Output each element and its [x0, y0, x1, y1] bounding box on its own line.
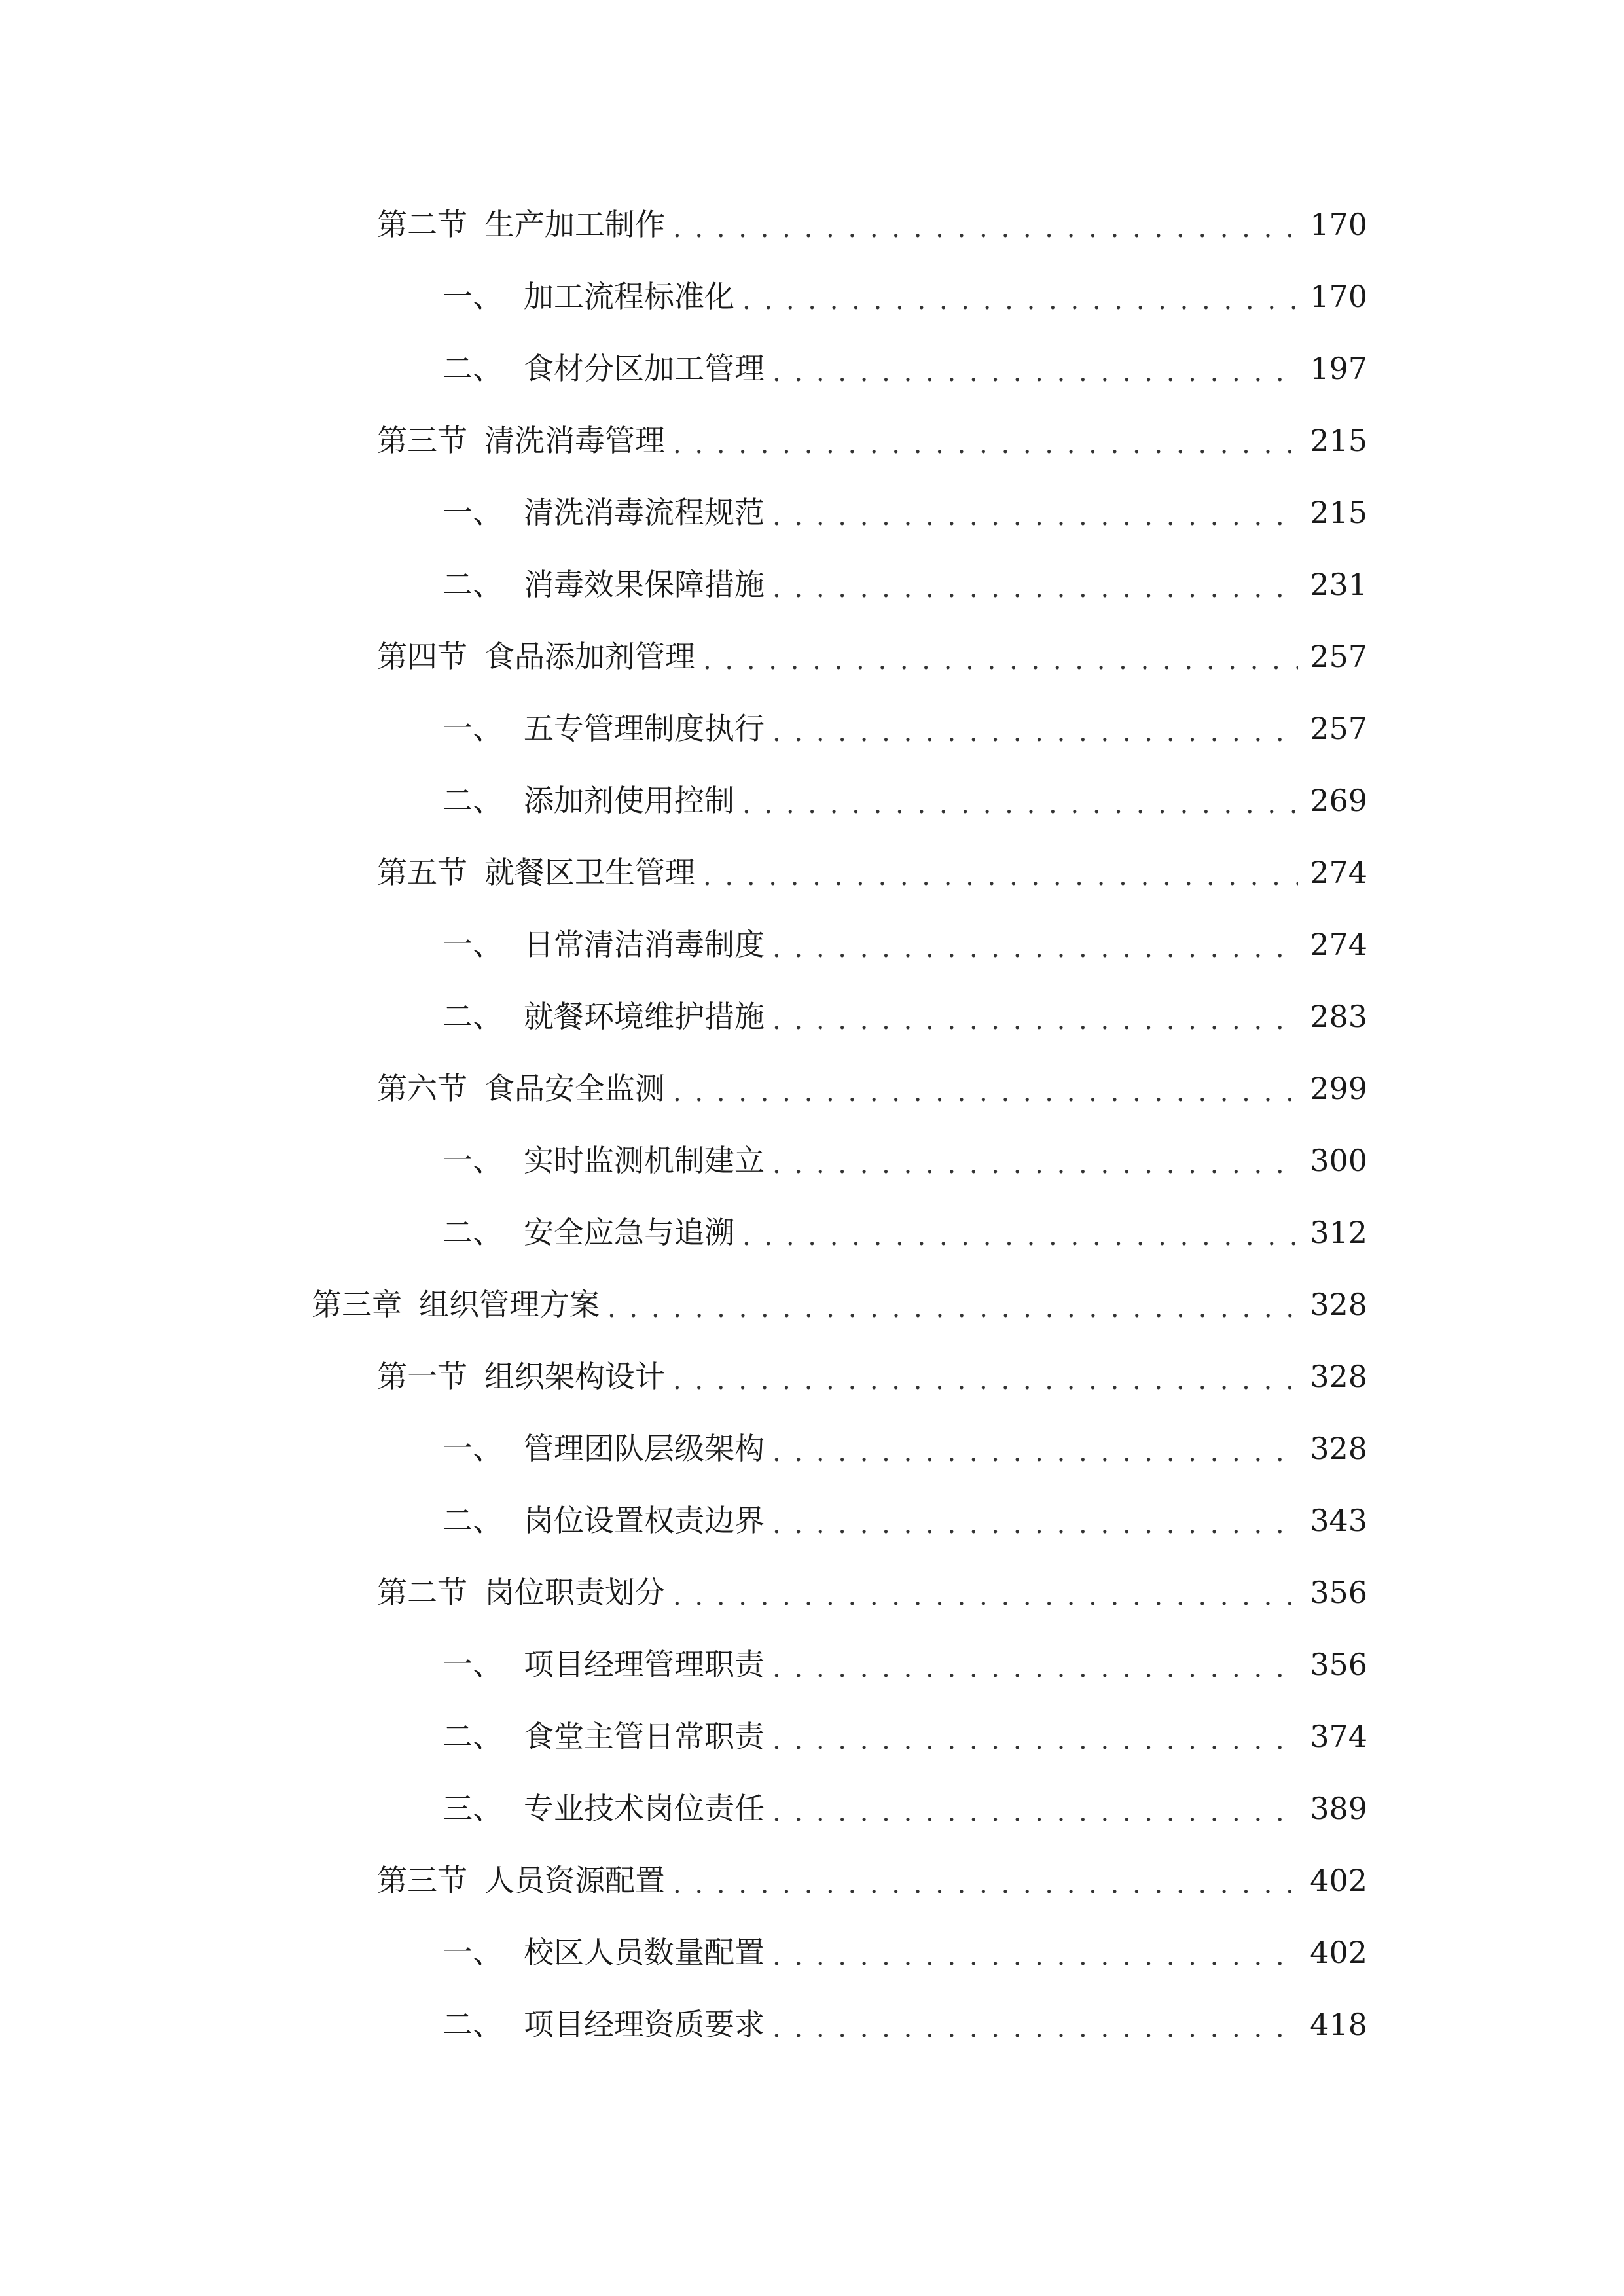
toc-entry-title: 添加剂使用控制 — [524, 783, 734, 818]
toc-entry-title: 就餐区卫生管理 — [484, 855, 695, 890]
toc-entry-title: 人员资源配置 — [484, 1863, 665, 1898]
toc-dot-leader — [703, 857, 1298, 888]
toc-entry-label — [312, 1287, 600, 1322]
toc-entry-number: 二、 — [442, 1215, 503, 1250]
toc-page-number: 170 — [1310, 279, 1367, 314]
toc-entry[interactable] — [0, 1628, 1624, 1700]
toc-entry[interactable] — [0, 692, 1624, 764]
toc-entry-label — [442, 1647, 765, 1682]
toc-page-number: 269 — [1310, 783, 1367, 818]
toc-entry-label — [377, 641, 695, 672]
toc-entry-number: 一、 — [442, 1143, 503, 1178]
toc-entry[interactable] — [0, 1556, 1624, 1628]
toc-dot-leader — [742, 1217, 1298, 1247]
toc-dot-leader — [772, 2009, 1298, 2039]
toc-entry-number: 第四节 — [377, 639, 467, 674]
toc-dot-leader — [673, 1361, 1298, 1391]
toc-entry[interactable] — [0, 1700, 1624, 1772]
toc-entry-label — [377, 209, 665, 240]
toc-entry-label — [442, 2007, 765, 2042]
toc-dot-leader — [772, 713, 1298, 744]
toc-page-number: 231 — [1310, 567, 1367, 602]
toc-page-number: 402 — [1310, 1935, 1367, 1970]
toc-dot-leader — [772, 1649, 1298, 1679]
toc-page-number: 299 — [1310, 1071, 1367, 1106]
toc-page-number: 170 — [1310, 207, 1367, 242]
toc-entry-number: 一、 — [442, 1935, 503, 1970]
toc-entry-title: 食堂主管日常职责 — [524, 1719, 765, 1754]
toc-page-number: 283 — [1310, 999, 1367, 1034]
toc-entry-number: 第一节 — [377, 1359, 467, 1394]
toc-page-number: 257 — [1310, 711, 1367, 746]
toc-page-number: 300 — [1310, 1143, 1367, 1178]
toc-page-number: 418 — [1310, 2007, 1367, 2042]
toc-entry-number: 第二节 — [377, 1575, 467, 1610]
toc-entry-title: 组织管理方案 — [419, 1287, 600, 1322]
toc-page-number: 328 — [1310, 1359, 1367, 1394]
toc-entry-title: 岗位职责划分 — [484, 1575, 665, 1610]
toc-dot-leader — [742, 281, 1298, 312]
toc-entry-label — [442, 569, 765, 600]
toc-entry-label — [442, 929, 765, 960]
toc-entry-label — [442, 1215, 734, 1250]
toc-entry-title: 项目经理资质要求 — [524, 2007, 765, 2042]
toc-page-number: 402 — [1310, 1863, 1367, 1898]
toc-entry-label — [442, 1935, 765, 1970]
toc-entry-title: 清洗消毒管理 — [484, 423, 665, 458]
toc-entry[interactable] — [0, 188, 1624, 260]
toc-entry-title: 实时监测机制建立 — [524, 1143, 765, 1178]
toc-entry-number: 一、 — [442, 279, 503, 314]
toc-entry-title: 五专管理制度执行 — [524, 711, 765, 746]
toc-entry[interactable] — [0, 1916, 1624, 1988]
toc-dot-leader — [772, 1793, 1298, 1823]
toc-entry-number: 第三章 — [312, 1287, 402, 1322]
table-of-contents — [0, 188, 1624, 2060]
toc-page-number: 274 — [1310, 927, 1367, 962]
toc-entry[interactable] — [0, 836, 1624, 908]
toc-dot-leader — [673, 1073, 1298, 1103]
toc-dot-leader — [772, 1937, 1298, 1967]
toc-entry[interactable] — [0, 548, 1624, 620]
toc-entry-label — [442, 497, 765, 528]
toc-dot-leader — [772, 1433, 1298, 1463]
toc-entry-title: 食品添加剂管理 — [484, 639, 695, 674]
toc-entry-number: 二、 — [442, 1503, 503, 1538]
toc-entry-title: 管理团队层级架构 — [524, 1431, 765, 1466]
toc-entry-label — [377, 425, 665, 456]
toc-entry[interactable] — [0, 620, 1624, 692]
toc-entry-title: 食材分区加工管理 — [524, 351, 765, 386]
toc-page-number: 197 — [1310, 351, 1367, 386]
toc-entry[interactable] — [0, 1412, 1624, 1484]
toc-entry-label — [442, 1503, 765, 1538]
toc-entry-title: 清洗消毒流程规范 — [524, 495, 765, 530]
toc-dot-leader — [703, 641, 1298, 672]
toc-entry-number: 一、 — [442, 711, 503, 746]
toc-entry-label — [442, 281, 734, 312]
toc-page-number: 389 — [1310, 1791, 1367, 1826]
toc-entry-label — [442, 1143, 765, 1178]
toc-entry[interactable] — [0, 404, 1624, 476]
toc-entry[interactable] — [0, 1484, 1624, 1556]
toc-entry-number: 二、 — [442, 351, 503, 386]
toc-page-number: 374 — [1310, 1719, 1367, 1754]
toc-dot-leader — [772, 353, 1298, 384]
toc-entry[interactable] — [0, 1772, 1624, 1844]
toc-entry-number: 二、 — [442, 783, 503, 818]
toc-entry-label — [442, 1719, 765, 1754]
toc-page-number: 312 — [1310, 1215, 1367, 1250]
toc-entry[interactable] — [0, 1988, 1624, 2060]
toc-entry-number: 第二节 — [377, 207, 467, 242]
toc-dot-leader — [772, 929, 1298, 960]
toc-entry[interactable] — [0, 980, 1624, 1052]
toc-entry-label — [377, 1359, 665, 1394]
toc-entry-label — [442, 999, 765, 1034]
toc-entry-label — [442, 353, 765, 384]
toc-entry-label — [377, 1071, 665, 1106]
toc-page-number: 343 — [1310, 1503, 1367, 1538]
toc-entry-title: 食品安全监测 — [484, 1071, 665, 1106]
toc-page-number: 328 — [1310, 1431, 1367, 1466]
toc-entry[interactable] — [0, 1340, 1624, 1412]
toc-page-number: 356 — [1310, 1647, 1367, 1682]
toc-entry[interactable] — [0, 260, 1624, 332]
toc-entry-number: 一、 — [442, 1431, 503, 1466]
toc-page-number: 257 — [1310, 639, 1367, 674]
toc-page-number: 215 — [1310, 423, 1367, 458]
toc-entry-number: 三、 — [442, 1791, 503, 1826]
toc-dot-leader — [772, 1001, 1298, 1031]
toc-entry[interactable] — [0, 332, 1624, 404]
toc-entry-number: 第五节 — [377, 855, 467, 890]
toc-entry-number: 一、 — [442, 495, 503, 530]
toc-entry-number: 第六节 — [377, 1071, 467, 1106]
toc-entry-number: 一、 — [442, 927, 503, 962]
toc-dot-leader — [607, 1289, 1298, 1319]
toc-entry-number: 一、 — [442, 1647, 503, 1682]
toc-page-number: 215 — [1310, 495, 1367, 530]
toc-dot-leader — [742, 785, 1298, 816]
toc-entry-title: 岗位设置权责边界 — [524, 1503, 765, 1538]
toc-entry-label — [442, 1791, 765, 1826]
toc-entry-title: 生产加工制作 — [484, 207, 665, 242]
toc-entry[interactable] — [0, 764, 1624, 836]
toc-entry-label — [377, 1863, 665, 1898]
toc-dot-leader — [673, 209, 1298, 240]
toc-entry-number: 二、 — [442, 1719, 503, 1754]
toc-entry[interactable] — [0, 1844, 1624, 1916]
toc-entry-title: 消毒效果保障措施 — [524, 567, 765, 602]
toc-entry-number: 第三节 — [377, 423, 467, 458]
toc-dot-leader — [772, 1505, 1298, 1535]
toc-page-number: 274 — [1310, 855, 1367, 890]
toc-entry-label — [442, 713, 765, 744]
toc-entry-title: 校区人员数量配置 — [524, 1935, 765, 1970]
toc-entry-number: 二、 — [442, 2007, 503, 2042]
toc-entry[interactable] — [0, 1124, 1624, 1196]
toc-entry[interactable] — [0, 1196, 1624, 1268]
toc-dot-leader — [772, 497, 1298, 528]
toc-entry-label — [377, 1575, 665, 1610]
toc-entry[interactable] — [0, 908, 1624, 980]
toc-dot-leader — [772, 569, 1298, 600]
toc-dot-leader — [673, 1577, 1298, 1607]
toc-entry-title: 日常清洁消毒制度 — [524, 927, 765, 962]
toc-entry[interactable] — [0, 1052, 1624, 1124]
toc-entry[interactable] — [0, 476, 1624, 548]
toc-entry-label — [442, 785, 734, 816]
toc-entry-title: 项目经理管理职责 — [524, 1647, 765, 1682]
toc-entry-title: 加工流程标准化 — [524, 279, 734, 314]
toc-page-number: 356 — [1310, 1575, 1367, 1610]
toc-entry-label — [377, 857, 695, 888]
toc-entry[interactable] — [0, 1268, 1624, 1340]
toc-dot-leader — [772, 1145, 1298, 1175]
toc-dot-leader — [772, 1721, 1298, 1751]
toc-entry-label — [442, 1431, 765, 1466]
toc-entry-number: 二、 — [442, 567, 503, 602]
toc-dot-leader — [673, 1865, 1298, 1895]
toc-page-number: 328 — [1310, 1287, 1367, 1322]
toc-entry-number: 第三节 — [377, 1863, 467, 1898]
toc-entry-number: 二、 — [442, 999, 503, 1034]
toc-entry-title: 安全应急与追溯 — [524, 1215, 734, 1250]
toc-dot-leader — [673, 425, 1298, 456]
toc-entry-title: 专业技术岗位责任 — [524, 1791, 765, 1826]
toc-entry-title: 组织架构设计 — [484, 1359, 665, 1394]
toc-entry-title: 就餐环境维护措施 — [524, 999, 765, 1034]
